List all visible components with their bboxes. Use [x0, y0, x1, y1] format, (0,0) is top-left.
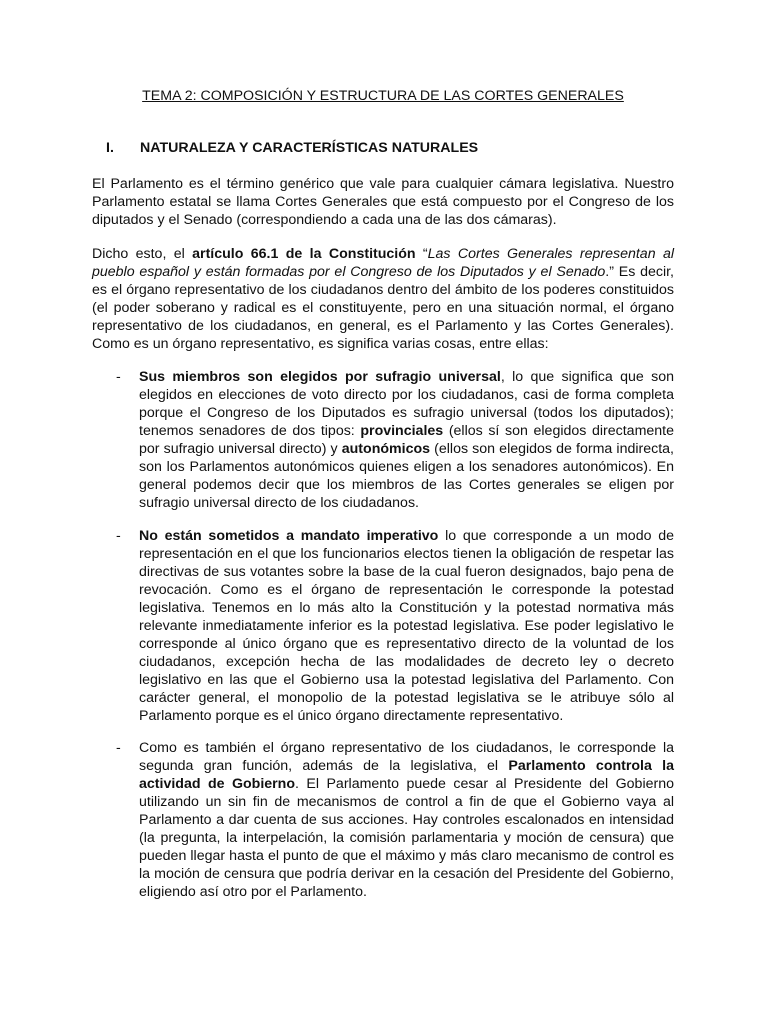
- bullet-dash: -: [116, 740, 121, 756]
- list-item: [92, 739, 674, 901]
- paragraph-text: . El Parlamento puede cesar al Presidente del Gobierno utilizando un sin fin de mecanismos de control a fin de que el Gobierno vaya al Parlamento a dar cuenta de sus acciones. Hay controles escalonados en intensidad (la pregunta, la interpelación, la comisión parlamentaria y moción de censura) que pueden llegar hasta el punto de que el máximo y más claro mecanismo de control es la moción de censura que podría derivar en la cesación del Presidente del Gobierno, eligiendo así otro por el Parlamento.: [139, 776, 674, 900]
- document-title: TEMA 2: COMPOSICIÓN Y ESTRUCTURA DE LAS CORTES GENERALES: [142, 88, 624, 104]
- list-item-text: [139, 368, 674, 512]
- paragraph-parlamento: El Parlamento es el término genérico que vale para cualquier cámara legislativa. Nuestro Parlamento estatal se llama Cortes Generales que está compuesto por el Congreso de los diputados y el Senado (correspondiendo a cada una de las dos cámaras).: [92, 176, 674, 228]
- list-item-text: [139, 739, 674, 901]
- section-heading: [106, 139, 478, 157]
- bold-phrase: provinciales: [360, 423, 444, 439]
- paragraph-text: (ellos son elegidos de forma indirecta, son los Parlamentos autonómicos quienes eligen a los senadores autonómicos). En general podemos decir que los miembros de las Cortes generales se eligen por sufragio universal directo de los ciudadanos.: [139, 441, 674, 511]
- paragraph-text: Dicho esto, el: [92, 246, 193, 262]
- list-item-text: [139, 527, 674, 725]
- paragraph-text: (ellos sí son elegidos directamente por sufragio universal directo) y: [139, 423, 674, 457]
- list-item: [92, 368, 674, 512]
- bullet-dash: -: [116, 528, 121, 544]
- bold-phrase: Parlamento controla la actividad de Gobierno: [139, 758, 675, 792]
- paragraph-text: lo que corresponde a un modo de representación en el que los funcionarios electos tienen la obligación de respetar las directivas de sus votantes sobre la base de la cual fueron designados, bajo pena de revocación. Como es el órgano de representación le corresponde la potestad legislativa. Tenemos en lo más alto la Constitución y la potestad normativa más relevante inmediatamente inferior es la potestad legislativa. Ese poder legislativo le corresponde al único órgano que es representativo directo de la voluntad de los ciudadanos, excepción hecha de las modalidades de decreto ley o decreto legislativo en las que el Gobierno usa la potestad legislativa del Parlamento. Con carácter general, el monopolio de la potestad legislativa se le atribuye sólo al Parlamento porque es el único órgano directamente representativo.: [139, 528, 674, 724]
- paragraph-text: “: [415, 246, 428, 262]
- section-number: I.: [106, 140, 114, 156]
- paragraph-text: , lo que significa que son elegidos en elecciones de voto directo por los ciudadanos, casi de forma completa porque el Congreso de los Diputados es sufragio universal (todos los diputados); tenemos senadores de dos tipos:: [139, 369, 675, 439]
- list-item: [92, 527, 674, 725]
- section-heading-text: NATURALEZA Y CARACTERÍSTICAS NATURALES: [140, 140, 479, 156]
- paragraph-articulo: [92, 245, 674, 353]
- bullet-dash: -: [116, 369, 121, 385]
- paragraph-text: .” Es decir, es el órgano representativo de los ciudadanos dentro del ámbito de los poderes constituidos (el poder soberano y radical es el constituyente, pero en una situación normal, el órgano representativo de los ciudadanos, en general, es el Parlamento y las Cortes Generales). Como es un órgano representativo, es significa varias cosas, entre ellas:: [92, 264, 674, 352]
- bold-phrase: autonómicos: [341, 441, 431, 457]
- bold-phrase: No están sometidos a mandato imperativo: [139, 528, 439, 544]
- italic-quote: Las Cortes Generales representan al pueblo español y están formadas por el Congreso de los Diputados y el Senado: [92, 246, 674, 280]
- bold-phrase: Sus miembros son elegidos por sufragio universal: [139, 369, 501, 385]
- paragraph-text: Como es también el órgano representativo de los ciudadanos, le corresponde la segunda gran función, además de la legislativa, el: [139, 740, 674, 774]
- bold-article-ref: artículo 66.1 de la Constitución: [192, 246, 416, 262]
